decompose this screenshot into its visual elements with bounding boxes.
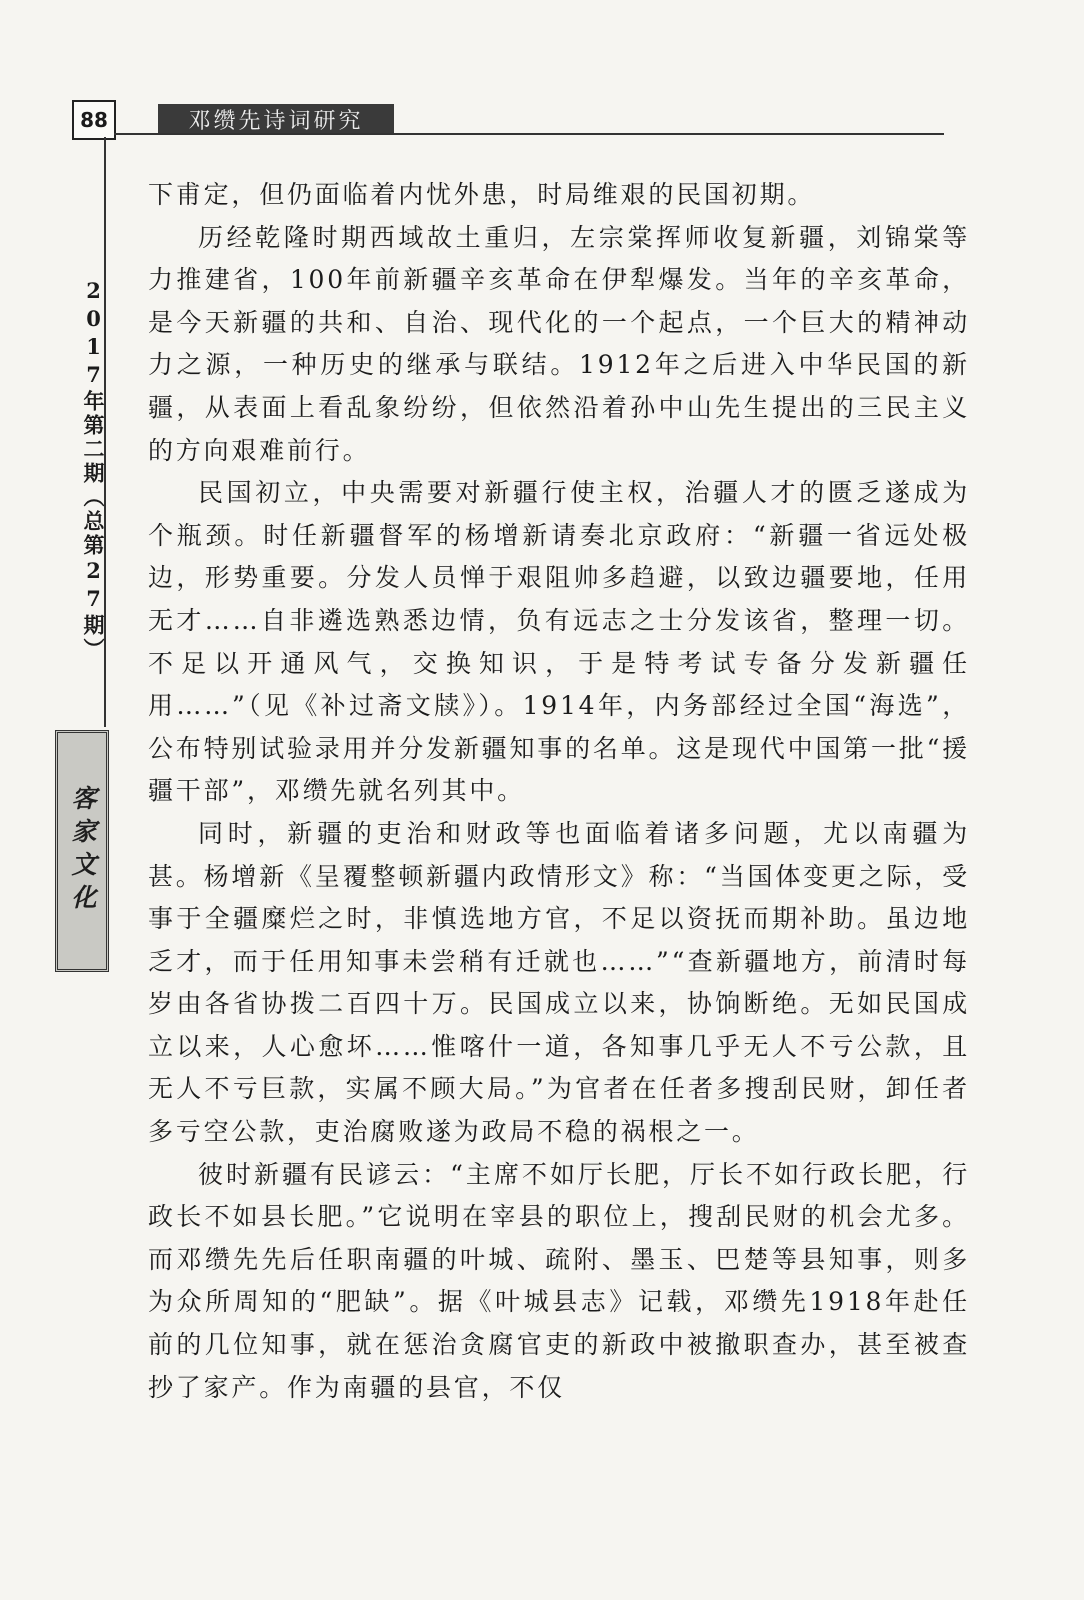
- header-rule: [114, 133, 944, 135]
- paragraph: 彼时新疆有民谚云：“主席不如厅长肥，厅长不如行政长肥，行政长不如县长肥。”它说明在宰县的职位上，搜刮民财的机会尤多。而邓缵先先后任职南疆的叶城、疏附、墨玉、巴楚等县知事，则多为众所周知的“肥缺”。据《叶城县志》记载，邓缵先1918年赴任前的几位知事，就在惩治贪腐官吏的新政中被撤职查办，甚至被查抄了家产。作为南疆的县官，不仅: [148, 1159, 970, 1402]
- paragraph: 下甫定，但仍面临着内忧外患，时局维艰的民国初期。: [148, 180, 816, 209]
- running-header-title: 邓缵先诗词研究: [158, 104, 394, 134]
- issue-label: 2017年第二期（总第27期）: [81, 278, 106, 662]
- body-text: [148, 174, 970, 1409]
- section-badge: [55, 730, 109, 972]
- section-badge-text: 客家文化: [68, 785, 97, 917]
- paragraph: 历经乾隆时期西域故土重归，左宗棠挥师收复新疆，刘锦棠等力推建省，100年前新疆辛亥革命在伊犁爆发。当年的辛亥革命，是今天新疆的共和、自治、现代化的一个起点，一个巨大的精神动力之源，一种历史的继承与联结。1912年之后进入中华民国的新疆，从表面上看乱象纷纷，但依然沿着孙中山先生提出的三民主义的方向艰难前行。: [148, 222, 970, 465]
- paragraph: 同时，新疆的吏治和财政等也面临着诸多问题，尤以南疆为甚。杨增新《呈覆整顿新疆内政情形文》称：“当国体变更之际，受事于全疆糜烂之时，非慎选地方官，不足以资抚而期补助。虽边地乏才，而于任用知事未尝稍有迁就也……”“查新疆地方，前清时每岁由各省协拨二百四十万。民国成立以来，协饷断绝。无如民国成立以来，人心愈坏……惟喀什一道，各知事几乎无人不亏公款，且无人不亏巨款，实属不顾大局。”为官者在任者多搜刮民财，卸任者多亏空公款，吏治腐败遂为政局不稳的祸根之一。: [148, 818, 970, 1147]
- page-number: 88: [72, 100, 116, 140]
- paragraph: 民国初立，中央需要对新疆行使主权，治疆人才的匮乏遂成为个瓶颈。时任新疆督军的杨增新请奏北京政府：“新疆一省远处极边，形势重要。分发人员惮于艰阻帅多趋避，以致边疆要地，任用无才……自非遴选熟悉边情，负有远志之士分发该省，整理一切。不足以开通风气，交换知识，于是特考试专备分发新疆任用……”（见《补过斋文牍》）。1914年，内务部经过全国“海选”，公布特别试验录用并分发新疆知事的名单。这是现代中国第一批“援疆干部”，邓缵先就名列其中。: [148, 478, 970, 806]
